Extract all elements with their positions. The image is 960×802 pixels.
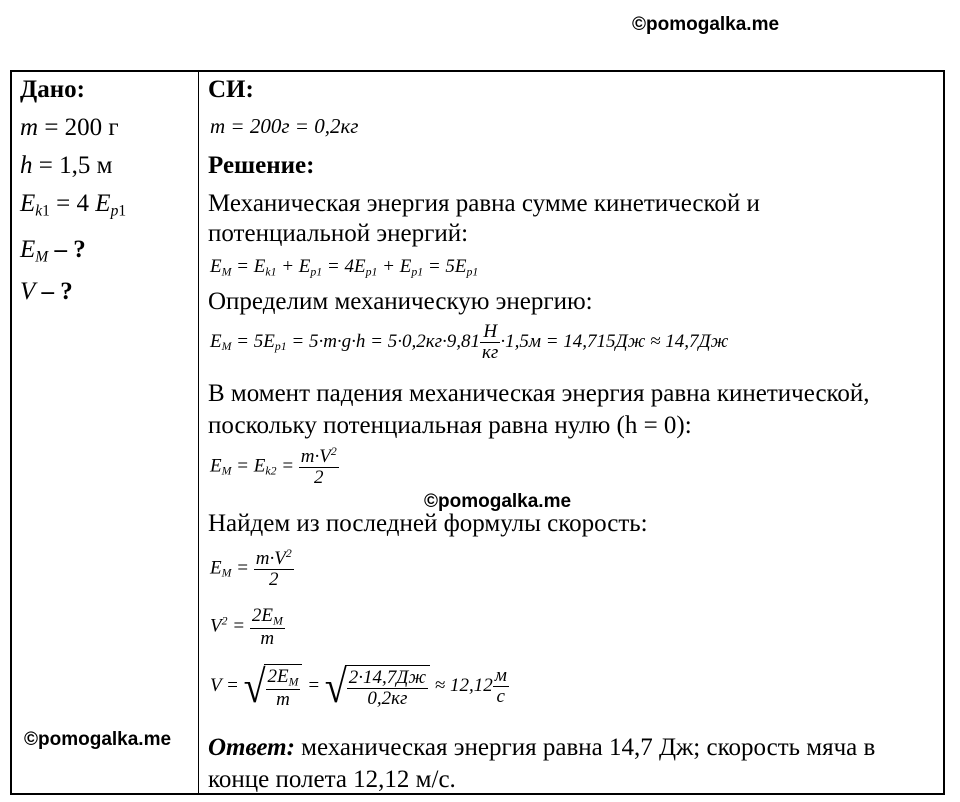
equation-velocity-result: V = √ $\frac{2E_M}{m}$ = √ $\frac{2\cdot 14,7Дж}{0,2кг}$ ≈ 12,12 $\frac{м}{с}$ (210, 660, 507, 713)
solution-text-3a: В момент падения механическая энергия равна кинетической, (208, 380, 870, 407)
solution-text-4: Найдем из последней формулы скорость: (208, 510, 648, 537)
solution-header: Решение: (208, 152, 315, 179)
equation-velocity-squared: $V^2$ = $\frac{2E_M}{m}$ (210, 605, 283, 649)
solution-text-1a: Механическая энергия равна сумме кинетической и (208, 190, 760, 217)
answer-line-2: конце полета 12,12 м/с. (208, 766, 456, 793)
solution-text-1b: потенциальной энергий: (208, 220, 469, 247)
given-energy-relation: $E_{k1} = 4$ $E_{p1}$ (20, 190, 127, 220)
solution-text-3b: поскольку потенциальная равна нулю (h = 0): (208, 412, 692, 439)
equation-energy-formula: $E_M$ = $\frac{m\cdot V^2}{2}$ (210, 547, 292, 590)
equation-energy-sum: $E_M = E_{k1} + E_{p1} = 4E_{p1} + E_{p1} = 5E_{p1}$ (210, 256, 479, 279)
solution-table (10, 70, 945, 795)
watermark-middle: ©pomogalka.me (424, 491, 572, 512)
given-mass: m = 200 г (20, 114, 119, 141)
column-divider (198, 72, 199, 793)
solution-text-2: Определим механическую энергию: (208, 288, 593, 315)
equation-kinetic-energy: $E_M = E_{k2}$ = $\frac{m\cdot V^2}{2}$ (210, 445, 337, 488)
si-header: СИ: (208, 76, 254, 103)
si-mass-conversion: m = 200г = 0,2кг (210, 114, 359, 138)
given-height: h = 1,5 м (20, 152, 113, 179)
unknown-mech-energy: $E_M$ – ? (20, 236, 86, 266)
answer-line-1: Ответ: механическая энергия равна 14,7 Дж; скорость мяча в (208, 734, 876, 761)
unknown-velocity: V – ? (20, 278, 73, 305)
given-header: Дано: (20, 76, 85, 103)
watermark-left: ©pomogalka.me (24, 729, 172, 750)
equation-energy-value: $E_M = 5E_{p1} = 5\cdot m\cdot g\cdot h = 5\cdot 0,2кг\cdot 9,81$ $\frac{Н}{кг}$ ·1,5м = 14,715Дж ≈ 14,7Дж (210, 321, 729, 363)
watermark-top: ©pomogalka.me (632, 14, 780, 35)
